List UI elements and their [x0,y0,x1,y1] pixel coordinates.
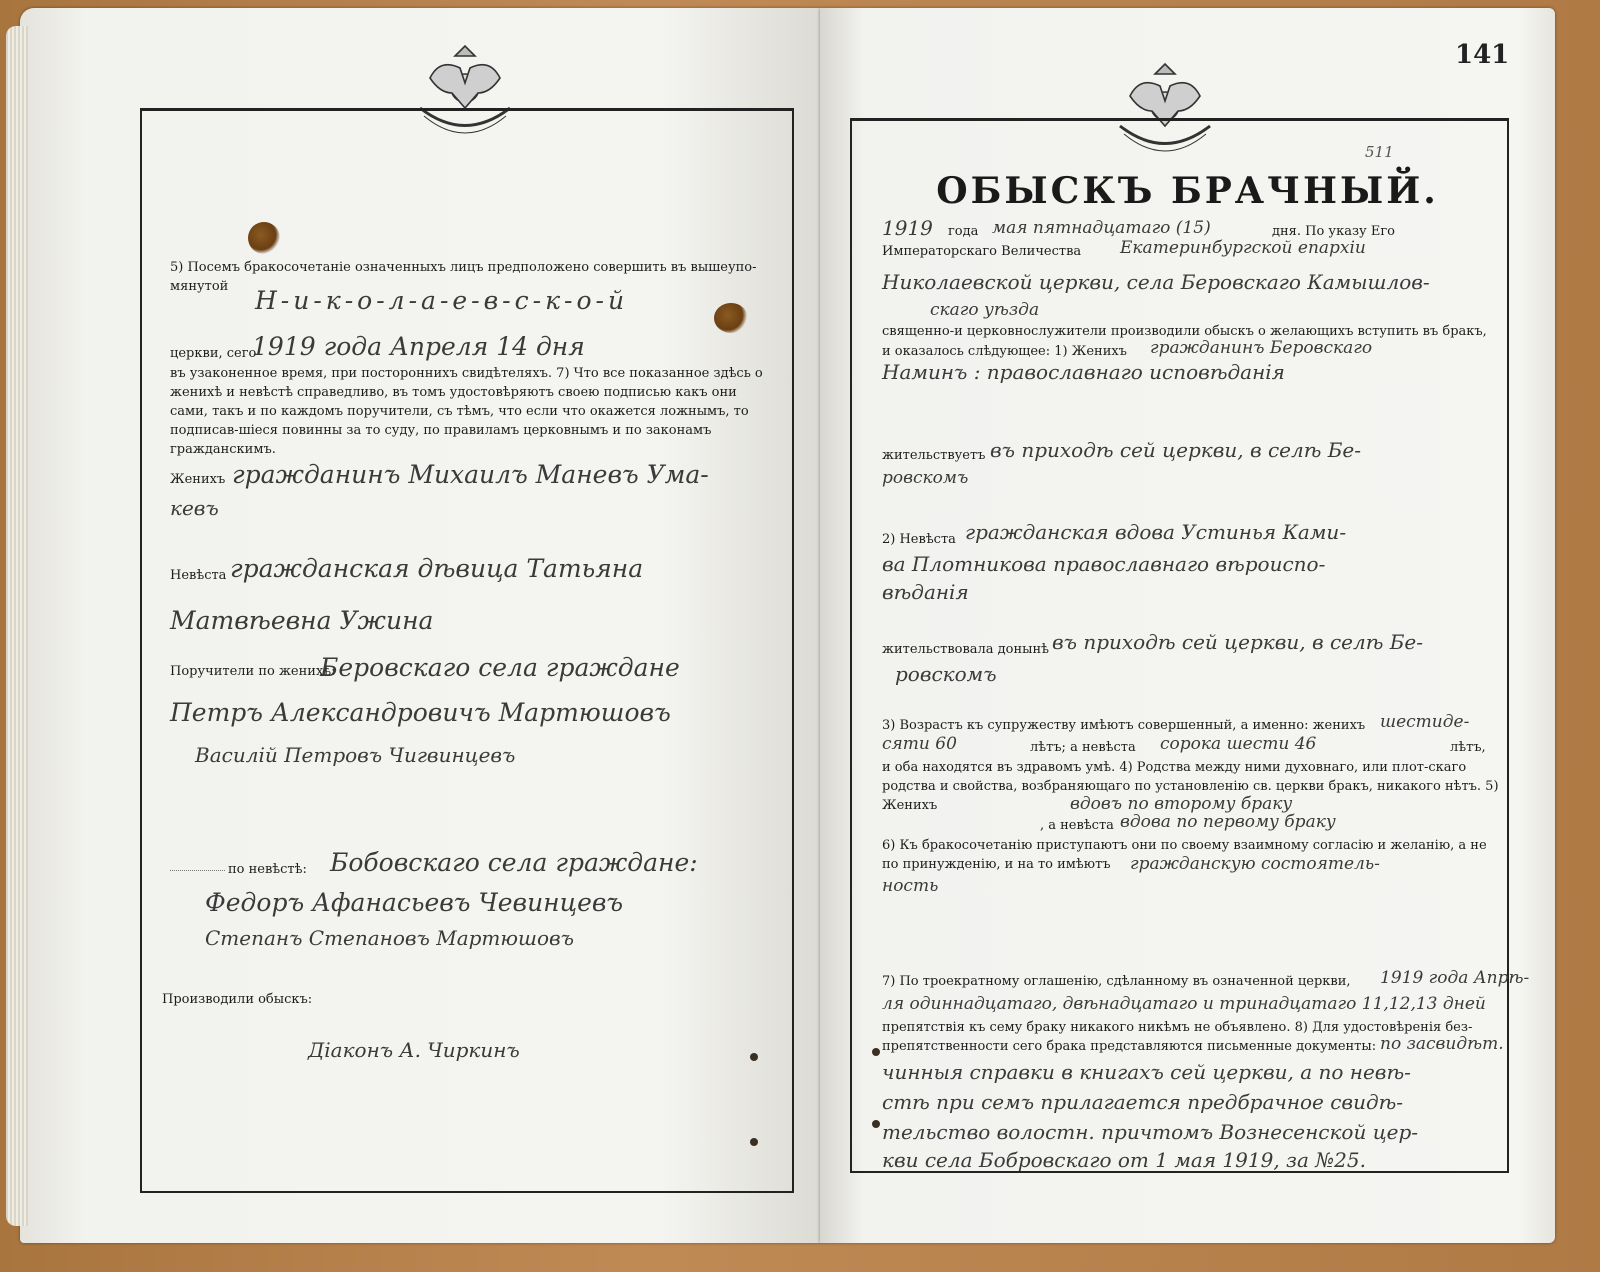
bride-marital-handwriting: вдова по первому браку [1120,812,1336,832]
bride-guarantors-handwriting-line3: Степанъ Степановъ Мартюшовъ [205,926,574,950]
diocese-handwriting: Екатеринбургской епархіи [1120,238,1366,258]
wax-stain [714,303,748,333]
residence-until-now-label: жительствовала донынѣ [882,642,1050,657]
bride-age-handwriting: сорока шести 46 [1160,734,1317,754]
wax-stain [248,222,280,254]
years-label: лѣтъ, [1450,740,1486,755]
binding-hole [750,1053,758,1061]
binding-hole [750,1138,758,1146]
bride-age-label: лѣтъ; а невѣста [1030,740,1136,755]
bride-guarantors-handwriting-line2: Федоръ Афанасьевъ Чевинцевъ [205,888,624,917]
bride-residence-handwriting-line1: въ приходѣ сей церкви, в селѣ Бе- [1052,630,1424,654]
bride-handwriting-line2: Матвѣевна Ужина [170,606,434,635]
bride-label: 2) Невѣста [882,532,956,547]
clause-5-continued: въ узаконенное время, при постороннихъ свидѣтеляхъ. 7) Что все показанное здѣсь о женихѣ и невѣстѣ справедливо, въ томъ удостовѣряютъ своею подписью какъ они сами, такъ и по каждомъ поручители, съ тѣмъ, что если что окажется ложнымъ, то подписав-шіеся повинны за то суду, по правиламъ церковнымъ и по законамъ гражданскимъ. [170,366,763,457]
document-title: ОБЫСКЪ БРАЧНЫЙ. [936,170,1439,212]
kinship-text: и оба находятся въ здравомъ умѣ. 4) Родства между ними духовнаго, или плот-скаго родства и свойства, возбраняющаго по установленію св. церкви бракъ, никакого нѣтъ. 5) Женихъ [882,760,1499,813]
decree-text: дня. По указу Его [1272,224,1395,239]
bride-residence-handwriting-line2: ровскомъ [895,662,997,686]
documents-handwriting-line1: по засвидѣт. [1380,1034,1504,1054]
groom-age-handwriting-line2: сяти 60 [882,734,957,754]
banns-text: 7) По троекратному оглашенію, сдѣланному въ означенной церкви, [882,974,1351,989]
banns-handwriting-line2: ля одиннадцатаго, двѣнадцатаго и тринадцатаго 11,12,13 дней [882,994,1486,1014]
church-label: церкви, сего [170,346,257,361]
page-number: 141 [1455,40,1510,70]
residence-handwriting-line2: ровскомъ [882,468,969,488]
groom-marital-handwriting: вдовъ по второму браку [1070,794,1293,814]
residence-label: жительствуетъ [882,448,986,463]
documents-handwriting-line5: кви села Бобровскаго от 1 мая 1919, за №25. [882,1148,1366,1172]
register-book [20,8,1560,1258]
bride-handwriting-line3: вѣданія [882,580,969,604]
year-label: года [948,224,979,239]
groom-intro-text: и оказалось слѣдующее: 1) Женихъ [882,344,1127,359]
groom-guarantors-handwriting-line1: Беровскаго села граждане [320,653,680,682]
conducted-by-label: Производили обыскъ: [162,992,313,1007]
bride-handwriting-line1: гражданская дѣвица Татьяна [230,554,644,583]
documents-handwriting-line3: стѣ при семъ прилагается предбрачное свидѣ- [882,1090,1404,1114]
bride-marital-label: , а невѣста [1040,818,1114,833]
residence-handwriting-line1: въ приходѣ сей церкви, в селѣ Бе- [990,438,1362,462]
age-text: 3) Возрастъ къ супружеству имѣютъ совершенный, а именно: женихъ [882,718,1366,733]
bride-handwriting-line1: гражданская вдова Устинья Ками- [965,520,1347,544]
date-handwriting: мая пятнадцатаго (15) [992,218,1211,238]
documents-handwriting-line2: чинныя справки в книгахъ сей церкви, а по невѣ- [882,1060,1411,1084]
groom-label: Женихъ [170,472,226,487]
district-handwriting: скаго уѣзда [930,300,1040,320]
consent-handwriting-line1: гражданскую состоятель- [1130,854,1380,874]
clause-5-text: 5) Посемъ бракосочетаніе означенныхъ лицъ предположено совершить въ вышеупо-мянутой [170,260,757,294]
groom-handwriting: гражданинъ Беровскаго [1150,338,1373,358]
church-handwriting: Николаевской церкви, села Беровскаго Камышлов- [882,270,1430,294]
bride-guarantors-handwriting-line1: Бобовскаго села граждане: [330,848,698,877]
groom-guarantors-handwriting-line3: Василій Петровъ Чигвинцевъ [195,743,516,767]
groom-guarantors-label: Поручители по женихѣ: [170,664,336,679]
documents-handwriting-line4: тельство волостн. причтомъ Вознесенской цер- [882,1120,1419,1144]
groom-guarantors-handwriting-line2: Петръ Александровичъ Мартюшовъ [170,698,671,727]
documents-text: препятствія къ сему браку никакого никѣмъ не объявлено. 8) Для удостовѣренія без-препятственности сего брака представляются письменные документы: [882,1020,1473,1054]
wedding-date-handwriting: 1919 года Апреля 14 дня [252,332,585,361]
right-page [820,8,1555,1243]
record-number-mark: 511 [1365,143,1394,161]
year-handwriting: 1919 [882,216,933,240]
church-name-handwriting: Н-и-к-о-л-а-е-в-с-к-о-й [255,286,629,315]
consent-handwriting-line2: ность [882,876,939,896]
left-page [20,8,820,1243]
bride-guarantors-label: по невѣстѣ: [228,862,307,877]
groom-handwriting-line2: кевъ [170,496,219,520]
binding-hole [872,1120,880,1128]
majesty-text: Императорскаго Величества [882,244,1082,259]
deacon-signature: Діаконъ А. Чиркинъ [308,1038,520,1062]
consent-text: 6) Къ бракосочетанію приступаютъ они по своему взаимному согласію и желанію, а не по принужденію, и на то имѣютъ [882,838,1487,872]
binding-hole [872,1048,880,1056]
groom-age-handwriting-line1: шестиде- [1380,712,1470,732]
bride-label: Невѣста [170,568,227,583]
page-edges [6,26,28,1226]
bride-handwriting-line2: ва Плотникова православнаго вѣроиспо- [882,552,1326,576]
groom-handwriting-line1: гражданинъ Михаилъ Маневъ Ума- [232,460,709,489]
groom-faith-handwriting: Наминъ : православнаго исповѣданія [882,360,1285,384]
dotted-line [170,870,225,871]
banns-handwriting-line1: 1919 года Апрѣ- [1380,968,1530,988]
clergy-text: священно-и церковнослужители производили обыскъ о желающихъ вступить въ бракъ, [882,324,1487,339]
